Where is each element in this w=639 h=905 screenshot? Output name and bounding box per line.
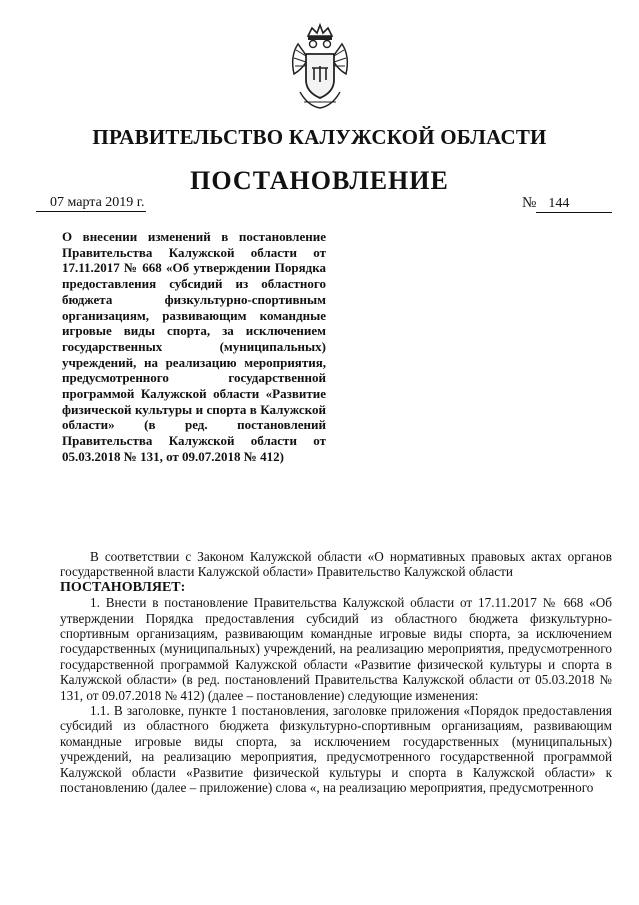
coat-of-arms-icon [284,22,356,112]
document-subject: О внесении изменений в постановление Правительства Калужской области от 17.11.2017 № 668 «Об утверждении Порядка предоставления субсидий из областного бюджета физкультурно-спортивным организациям, развивающим командные игровые виды спорта, за исключением государственных (муниципальных) учреждений, на реализацию мероприятия, предусмотренного государственной программой Калужской области «Развитие физической культуры и спорта в Калужской области» (в ред. постановлений Правительства Калужской области от 05.03.2018 № 131, от 09.07.2018 № 412) [62,229,326,464]
number-label: № [522,195,537,211]
item-1-1-paragraph: 1.1. В заголовке, пункте 1 постановления, заголовке приложения «Порядок предоставления субсидий из областного бюджета физкультурно-спортивным организациям, развивающим командные игровые виды спорта, за исключением государственных (муниципальных) учреждений, на реализацию мероприятия, предусмотренного государственной программой Калужской области «Развитие физической культуры и спорта в Калужской области» к постановлению (далее – приложение) слова «, на реализацию мероприятия, предусмотренного [60,703,612,796]
number-value: 144 [536,196,612,213]
item-1-paragraph: 1. Внести в постановление Правительства Калужской области от 17.11.2017 № 668 «Об утверждении Порядка предоставления субсидий из областного бюджета физкультурно-спортивным организациям, развивающим командные игровые виды спорта, за исключением государственных (муниципальных) учреждений, на реализацию мероприятия, предусмотренного государственной программой Калужской области «Развитие физической культуры и спорта в Калужской области» (в ред. постановлений Правительства Калужской области от 05.03.2018 № 131, от 09.07.2018 № 412) (далее – постановление) следующие изменения: [60,595,612,703]
org-title: ПРАВИТЕЛЬСТВО КАЛУЖСКОЙ ОБЛАСТИ [92,125,547,149]
decree-heading: ПОСТАНОВЛЯЕТ: [60,579,186,595]
document-type-title: ПОСТАНОВЛЕНИЕ [190,166,449,195]
document-number [522,195,612,213]
document-body [60,549,612,796]
preamble-paragraph: В соответствии с Законом Калужской области «О нормативных правовых актах органов государственной власти Калужской области» Правительство Калужской области [60,549,612,580]
document-date: 07 марта 2019 г. [36,195,146,212]
